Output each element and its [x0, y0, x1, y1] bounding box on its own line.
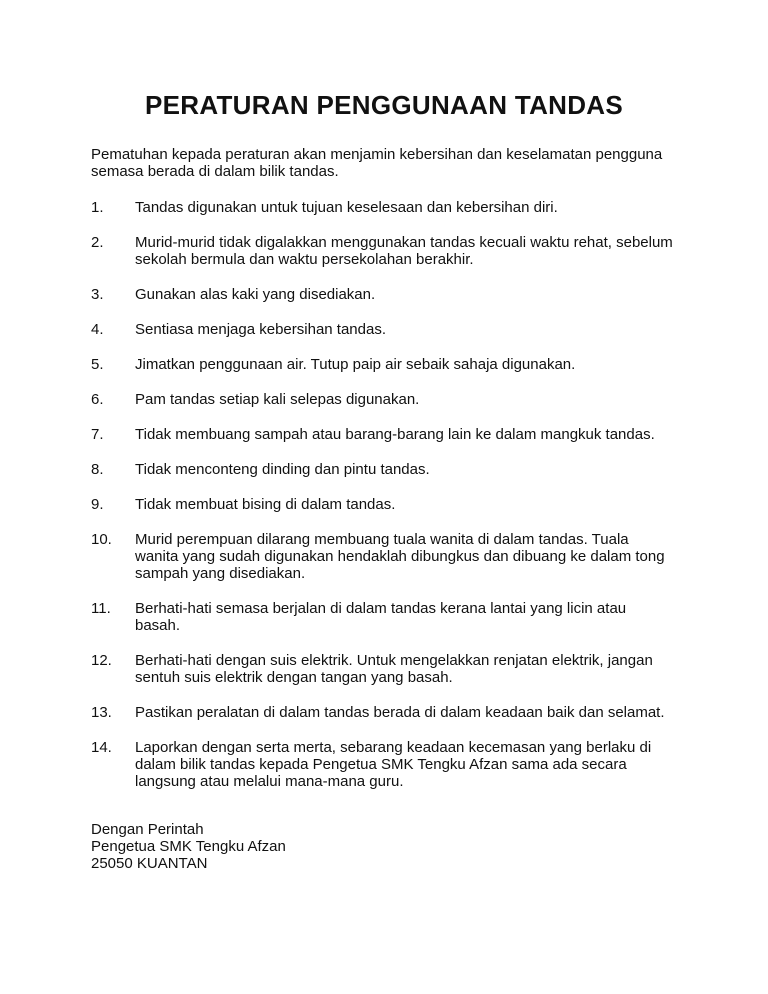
rule-number: 5. — [91, 356, 104, 373]
signoff-address: 25050 KUANTAN — [91, 855, 208, 872]
rule-item — [91, 234, 691, 268]
document-title: PERATURAN PENGGUNAAN TANDAS — [144, 90, 624, 120]
rule-item — [91, 600, 691, 634]
signoff-block — [91, 821, 286, 872]
rule-item — [91, 286, 691, 303]
rule-text: Pam tandas setiap kali selepas digunakan. — [135, 391, 420, 408]
rule-text: Murid perempuan dilarang membuang tuala wanita di dalam tandas. Tuala wanita yang sudah digunakan hendaklah dibungkus dan dibuang ke dalam tong sampah yang disediakan. — [135, 531, 665, 582]
rule-text: Tidak menconteng dinding dan pintu tandas. — [135, 461, 430, 478]
rule-number: 10. — [91, 531, 112, 548]
rule-item — [91, 356, 691, 373]
rules-list — [91, 199, 691, 808]
rule-item — [91, 461, 691, 478]
rule-item — [91, 199, 691, 216]
rule-number: 4. — [91, 321, 104, 338]
rule-item — [91, 531, 691, 582]
signoff-principal: Pengetua SMK Tengku Afzan — [91, 838, 286, 855]
rule-item — [91, 739, 691, 790]
rule-number: 9. — [91, 496, 104, 513]
signoff-authority: Dengan Perintah — [91, 821, 204, 838]
rule-item — [91, 496, 691, 513]
rule-number: 14. — [91, 739, 112, 756]
rule-number: 12. — [91, 652, 112, 669]
rule-text: Murid-murid tidak digalakkan menggunakan tandas kecuali waktu rehat, sebelum sekolah bermula dan waktu persekolahan berakhir. — [135, 234, 673, 268]
rule-text: Berhati-hati semasa berjalan di dalam tandas kerana lantai yang licin atau basah. — [135, 600, 627, 634]
rule-text: Pastikan peralatan di dalam tandas berada di dalam keadaan baik dan selamat. — [135, 704, 665, 721]
rule-item — [91, 321, 691, 338]
rule-number: 13. — [91, 704, 112, 721]
rule-item — [91, 426, 691, 443]
rule-text: Jimatkan penggunaan air. Tutup paip air sebaik sahaja digunakan. — [135, 356, 576, 373]
rule-text: Berhati-hati dengan suis elektrik. Untuk mengelakkan renjatan elektrik, jangan sentuh suis elektrik dengan tangan yang basah. — [135, 652, 653, 686]
rule-number: 3. — [91, 286, 104, 303]
rule-number: 2. — [91, 234, 104, 251]
rule-item — [91, 704, 691, 721]
rule-text: Sentiasa menjaga kebersihan tandas. — [135, 321, 387, 338]
rule-number: 8. — [91, 461, 104, 478]
rule-number: 1. — [91, 199, 104, 216]
rule-item — [91, 391, 691, 408]
rule-text: Tidak membuang sampah atau barang-barang lain ke dalam mangkuk tandas. — [135, 426, 655, 443]
rule-text: Gunakan alas kaki yang disediakan. — [135, 286, 376, 303]
rule-number: 6. — [91, 391, 104, 408]
rule-item — [91, 652, 691, 686]
rule-text: Tandas digunakan untuk tujuan keselesaan dan kebersihan diri. — [135, 199, 558, 216]
intro-paragraph: Pematuhan kepada peraturan akan menjamin kebersihan dan keselamatan pengguna semasa berada di dalam bilik tandas. — [91, 146, 663, 180]
rule-text: Tidak membuat bising di dalam tandas. — [135, 496, 396, 513]
rule-text: Laporkan dengan serta merta, sebarang keadaan kecemasan yang berlaku di dalam bilik tandas kepada Pengetua SMK Tengku Afzan sama ada secara langsung atau melalui mana-mana guru. — [135, 739, 652, 790]
rule-number: 11. — [91, 600, 111, 617]
rule-number: 7. — [91, 426, 104, 443]
